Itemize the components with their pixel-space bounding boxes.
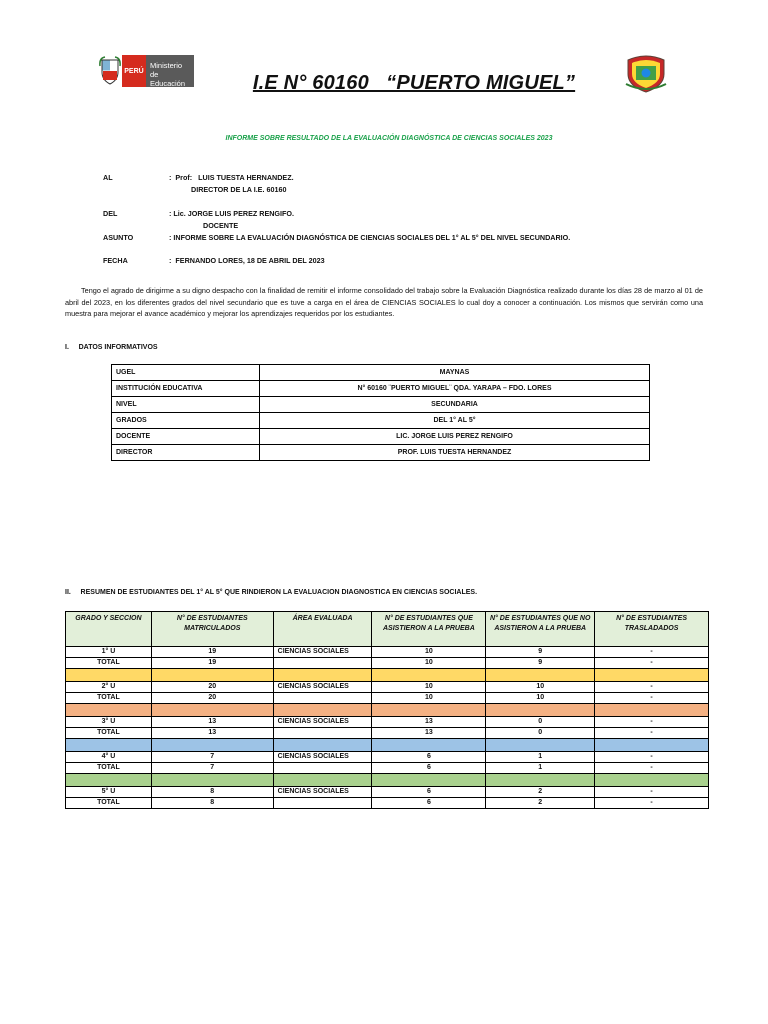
- spacer-cell: [273, 704, 372, 717]
- table-cell: 13: [151, 717, 273, 728]
- table-cell: 7: [151, 752, 273, 763]
- spacer-cell: [151, 739, 273, 752]
- table-cell: [273, 763, 372, 774]
- table-cell: -: [595, 682, 709, 693]
- spacer-cell: [273, 669, 372, 682]
- al-line2: DIRECTOR DE LA I.E. 60160: [191, 185, 287, 194]
- table-cell: TOTAL: [66, 763, 152, 774]
- report-subtitle: INFORME SOBRE RESULTADO DE LA EVALUACIÓN DIAGNÓSTICA DE CIENCIAS SOCIALES 2023: [225, 135, 553, 142]
- table-cell: 13: [151, 728, 273, 739]
- table-cell: 6: [372, 763, 486, 774]
- table-cell: [273, 693, 372, 704]
- table-cell: 10: [486, 693, 595, 704]
- table-cell: TOTAL: [66, 728, 152, 739]
- spacer-cell: [372, 774, 486, 787]
- table-cell: 13: [372, 717, 486, 728]
- column-header: GRADO Y SECCION: [66, 612, 152, 647]
- spacer-cell: [595, 704, 709, 717]
- table-cell: [273, 658, 372, 669]
- table-row: [66, 798, 709, 809]
- section2-title: II. RESUMEN DE ESTUDIANTES DEL 1° AL 5° QUE RINDIERON LA EVALUACION DIAGNOSTICA EN CIENCIAS SOCIALES.: [65, 589, 478, 596]
- table-cell: 9: [486, 658, 595, 669]
- asunto-label: ASUNTO: [103, 233, 134, 242]
- spacer-cell: [66, 739, 152, 752]
- table-cell: 8: [151, 787, 273, 798]
- table-cell: -: [595, 798, 709, 809]
- peru-label: PERÚ: [122, 55, 146, 87]
- al-label: AL: [103, 173, 113, 182]
- table-cell: 1° U: [66, 647, 152, 658]
- table-cell: 19: [151, 658, 273, 669]
- table-cell: 0: [486, 728, 595, 739]
- table-cell: CIENCIAS SOCIALES: [273, 752, 372, 763]
- table-cell: [273, 728, 372, 739]
- spacer-cell: [372, 704, 486, 717]
- section1-title: I. DATOS INFORMATIVOS: [65, 344, 158, 351]
- info-value: N° 60160 ¨PUERTO MIGUEL¨ QDA. YARAPA – FDO. LORES: [260, 381, 650, 397]
- table-cell: -: [595, 647, 709, 658]
- spacer-cell: [372, 739, 486, 752]
- info-key: DOCENTE: [112, 429, 260, 445]
- table-cell: TOTAL: [66, 693, 152, 704]
- table-cell: 5° U: [66, 787, 152, 798]
- spacer-cell: [273, 739, 372, 752]
- spacer-cell: [151, 704, 273, 717]
- table-row: [66, 728, 709, 739]
- table-cell: 1: [486, 752, 595, 763]
- info-row: [112, 397, 650, 413]
- resumen-table: [65, 611, 709, 809]
- info-row: [112, 429, 650, 445]
- spacer-cell: [486, 739, 595, 752]
- info-row: [112, 365, 650, 381]
- table-cell: -: [595, 717, 709, 728]
- table-cell: 2° U: [66, 682, 152, 693]
- spacer-row: [66, 774, 709, 787]
- table-cell: 6: [372, 787, 486, 798]
- table-row: [66, 763, 709, 774]
- table-cell: CIENCIAS SOCIALES: [273, 682, 372, 693]
- info-key: NIVEL: [112, 397, 260, 413]
- column-header: N° DE ESTUDIANTES MATRICULADOS: [151, 612, 273, 647]
- table-cell: CIENCIAS SOCIALES: [273, 717, 372, 728]
- table-row: [66, 787, 709, 798]
- table-cell: 2: [486, 787, 595, 798]
- spacer-cell: [595, 739, 709, 752]
- table-cell: 19: [151, 647, 273, 658]
- info-key: UGEL: [112, 365, 260, 381]
- spacer-cell: [66, 669, 152, 682]
- spacer-cell: [595, 774, 709, 787]
- table-cell: 6: [372, 752, 486, 763]
- info-value: LIC. JORGE LUIS PEREZ RENGIFO: [260, 429, 650, 445]
- page-title: I.E N° 60160 “PUERTO MIGUEL”: [252, 72, 576, 94]
- column-header: ÁREA EVALUADA: [273, 612, 372, 647]
- info-row: [112, 445, 650, 461]
- spacer-cell: [372, 669, 486, 682]
- spacer-row: [66, 669, 709, 682]
- table-cell: 20: [151, 693, 273, 704]
- datos-informativos-table: [111, 364, 650, 461]
- asunto-value: : INFORME SOBRE LA EVALUACIÓN DIAGNÓSTICA DE CIENCIAS SOCIALES DEL 1° AL 5° DEL NIVEL SECUNDARIO.: [169, 233, 571, 242]
- table-cell: 10: [372, 693, 486, 704]
- table-cell: [273, 798, 372, 809]
- info-key: GRADOS: [112, 413, 260, 429]
- info-value: MAYNAS: [260, 365, 650, 381]
- ministerio-line2: de Educación: [150, 70, 186, 88]
- info-key: DIRECTOR: [112, 445, 260, 461]
- info-row: [112, 413, 650, 429]
- table-cell: 10: [372, 682, 486, 693]
- table-cell: 7: [151, 763, 273, 774]
- spacer-cell: [486, 774, 595, 787]
- table-cell: CIENCIAS SOCIALES: [273, 787, 372, 798]
- table-row: [66, 693, 709, 704]
- column-header: N° DE ESTUDIANTES TRASLADADOS: [595, 612, 709, 647]
- table-cell: 13: [372, 728, 486, 739]
- del-line1: : Lic. JORGE LUIS PEREZ RENGIFO.: [169, 209, 294, 218]
- table-cell: 1: [486, 763, 595, 774]
- table-cell: 6: [372, 798, 486, 809]
- table-cell: 9: [486, 647, 595, 658]
- table-cell: -: [595, 787, 709, 798]
- del-label: DEL: [103, 209, 118, 218]
- table-cell: CIENCIAS SOCIALES: [273, 647, 372, 658]
- spacer-row: [66, 739, 709, 752]
- info-value: PROF. LUIS TUESTA HERNANDEZ: [260, 445, 650, 461]
- info-value: DEL 1° AL 5°: [260, 413, 650, 429]
- table-cell: 2: [486, 798, 595, 809]
- info-row: [112, 381, 650, 397]
- table-cell: 8: [151, 798, 273, 809]
- fecha-value: : FERNANDO LORES, 18 DE ABRIL DEL 2023: [169, 256, 325, 265]
- del-line2: DOCENTE: [203, 221, 239, 230]
- spacer-cell: [486, 704, 595, 717]
- table-cell: TOTAL: [66, 798, 152, 809]
- info-value: SECUNDARIA: [260, 397, 650, 413]
- table-cell: -: [595, 728, 709, 739]
- ministerio-line1: Ministerio: [150, 61, 183, 70]
- spacer-cell: [151, 774, 273, 787]
- table-cell: 10: [486, 682, 595, 693]
- table-row: [66, 717, 709, 728]
- spacer-cell: [595, 669, 709, 682]
- spacer-cell: [66, 774, 152, 787]
- al-line1: : Prof: LUIS TUESTA HERNANDEZ.: [169, 173, 294, 182]
- column-header: N° DE ESTUDIANTES QUE NO ASISTIERON A LA PRUEBA: [486, 612, 595, 647]
- spacer-cell: [151, 669, 273, 682]
- fecha-label: FECHA: [103, 256, 128, 265]
- intro-paragraph: Tengo el agrado de dirigirme a su digno despacho con la finalidad de remitir el informe consolidado del trabajo sobre la Evaluación Diagnóstica realizado durante los días 28 de marzo al 01 de abril del 2023, en los diferentes grados del nivel secundario que es tuve a carga en el área de CIENCIAS SOCIALES lo cual doy a conocer a continuación. Los mismos que servirán como una muestra para mejorar el avance académico y mejorar los aprendizajes requeridos por los estudiantes.: [65, 286, 703, 318]
- table-cell: 20: [151, 682, 273, 693]
- table-cell: 0: [486, 717, 595, 728]
- table-cell: TOTAL: [66, 658, 152, 669]
- table-cell: 10: [372, 647, 486, 658]
- table-cell: -: [595, 693, 709, 704]
- table-cell: -: [595, 658, 709, 669]
- table-cell: 4° U: [66, 752, 152, 763]
- table-cell: 10: [372, 658, 486, 669]
- column-header: N° DE ESTUDIANTES QUE ASISTIERON A LA PRUEBA: [372, 612, 486, 647]
- table-row: [66, 647, 709, 658]
- table-cell: -: [595, 752, 709, 763]
- spacer-cell: [273, 774, 372, 787]
- spacer-row: [66, 704, 709, 717]
- table-row: [66, 682, 709, 693]
- table-cell: -: [595, 763, 709, 774]
- table-row: [66, 752, 709, 763]
- spacer-cell: [486, 669, 595, 682]
- spacer-cell: [66, 704, 152, 717]
- table-row: [66, 658, 709, 669]
- info-key: INSTITUCIÓN EDUCATIVA: [112, 381, 260, 397]
- table-cell: 3° U: [66, 717, 152, 728]
